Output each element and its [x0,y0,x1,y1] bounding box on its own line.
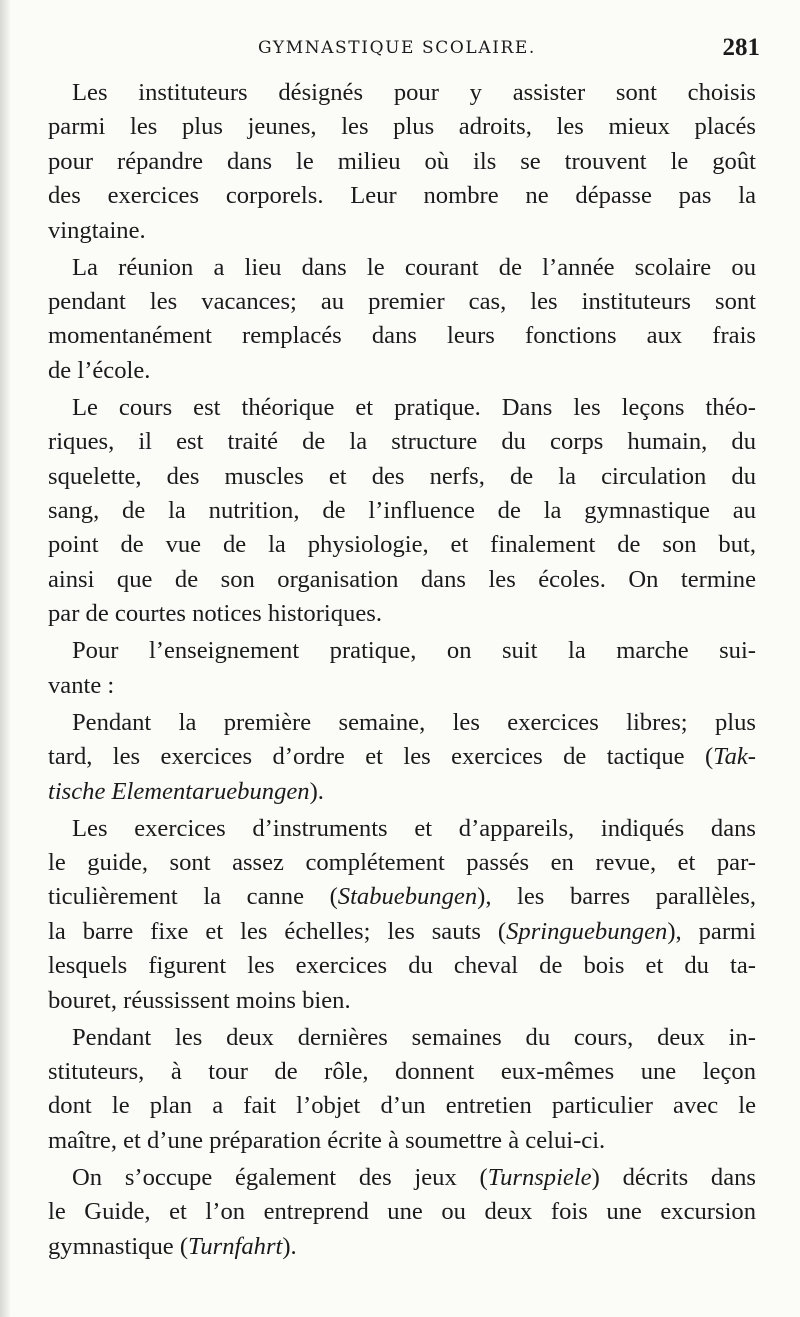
text-line: le guide, sont assez complétement passés en revue, et par- [48,848,756,876]
text-line: par de courtes notices historiques. [48,600,382,628]
paragraph [48,706,756,809]
text-line: La réunion a lieu dans le courant de l’année scolaire ou [72,253,756,281]
italic-term: Turnspiele [487,1163,592,1191]
paragraph [48,1021,756,1159]
text-line: ticulièrement la canne (Stabuebungen), les barres parallèles, [48,883,756,911]
paragraph [48,634,756,703]
text-line: momentanément remplacés dans leurs fonctions aux frais [48,322,756,350]
text-line: point de vue de la physiologie, et finalement de son but, [48,531,756,559]
text-line: bouret, réussissent moins bien. [48,986,351,1014]
paragraph [48,76,756,248]
text-line: Le cours est théorique et pratique. Dans les leçons théo- [72,393,756,421]
text-line: ainsi que de son organisation dans les écoles. On termine [48,565,756,593]
paragraph [48,812,756,1018]
text-line: Les instituteurs désignés pour y assister sont choisis [72,79,756,106]
text-line: riques, il est traité de la structure du corps humain, du [48,428,756,456]
text-line: le Guide, et l’on entreprend une ou deux fois une excursion [48,1198,756,1226]
text-line: squelette, des muscles et des nerfs, de la circulation du [48,462,756,490]
text-line: vante : [48,671,115,699]
body-text [48,76,756,1264]
page-number: 281 [722,34,760,61]
text-line: vingtaine. [48,216,146,244]
text-line: des exercices corporels. Leur nombre ne dépasse pas la [48,182,756,210]
page-edge-shadow [0,0,10,1317]
text-line: pour répandre dans le milieu où ils se trouvent le goût [48,147,756,175]
text-line: maître, et d’une préparation écrite à soumettre à celui-ci. [48,1126,606,1154]
italic-term: Springuebungen [506,917,668,945]
text-line: Les exercices d’instruments et d’appareils, indiqués dans [72,814,756,842]
text-line: la barre fixe et les échelles; les sauts (Springuebungen), parmi [48,917,756,945]
paragraph [48,251,756,389]
text-line: gymnastique (Turnfahrt). [48,1232,297,1260]
running-head: GYMNASTIQUE SCOLAIRE. [258,38,536,58]
text-line: parmi les plus jeunes, les plus adroits, les mieux placés [48,113,756,141]
italic-term: tische Elementaruebungen [48,777,310,805]
text-line: tische Elementaruebungen). [48,777,324,805]
paragraph [48,391,756,632]
text-line: lesquels figurent les exercices du cheval de bois et du ta- [48,952,756,980]
italic-term: Stabuebungen [337,883,478,911]
text-line: pendant les vacances; au premier cas, les instituteurs sont [48,288,756,316]
page-header [48,34,760,74]
text-line: Pendant les deux dernières semaines du cours, deux in- [72,1023,756,1051]
text-line: sang, de la nutrition, de l’influence de la gymnastique au [48,497,756,525]
italic-term: Turnfahrt [188,1232,283,1260]
text-line: dont le plan a fait l’objet d’un entretien particulier avec le [48,1092,756,1120]
text-line: Pour l’enseignement pratique, on suit la marche sui- [72,637,756,665]
text-line: de l’école. [48,356,151,384]
paragraph [48,1161,756,1264]
text-line: Pendant la première semaine, les exercices libres; plus [72,708,756,736]
text-line: stituteurs, à tour de rôle, donnent eux-mêmes une leçon [48,1057,756,1085]
italic-term: Tak- [713,743,756,771]
text-line: tard, les exercices d’ordre et les exercices de tactique (Tak- [48,743,756,771]
text-line: On s’occupe également des jeux (Turnspiele) décrits dans [72,1163,756,1191]
